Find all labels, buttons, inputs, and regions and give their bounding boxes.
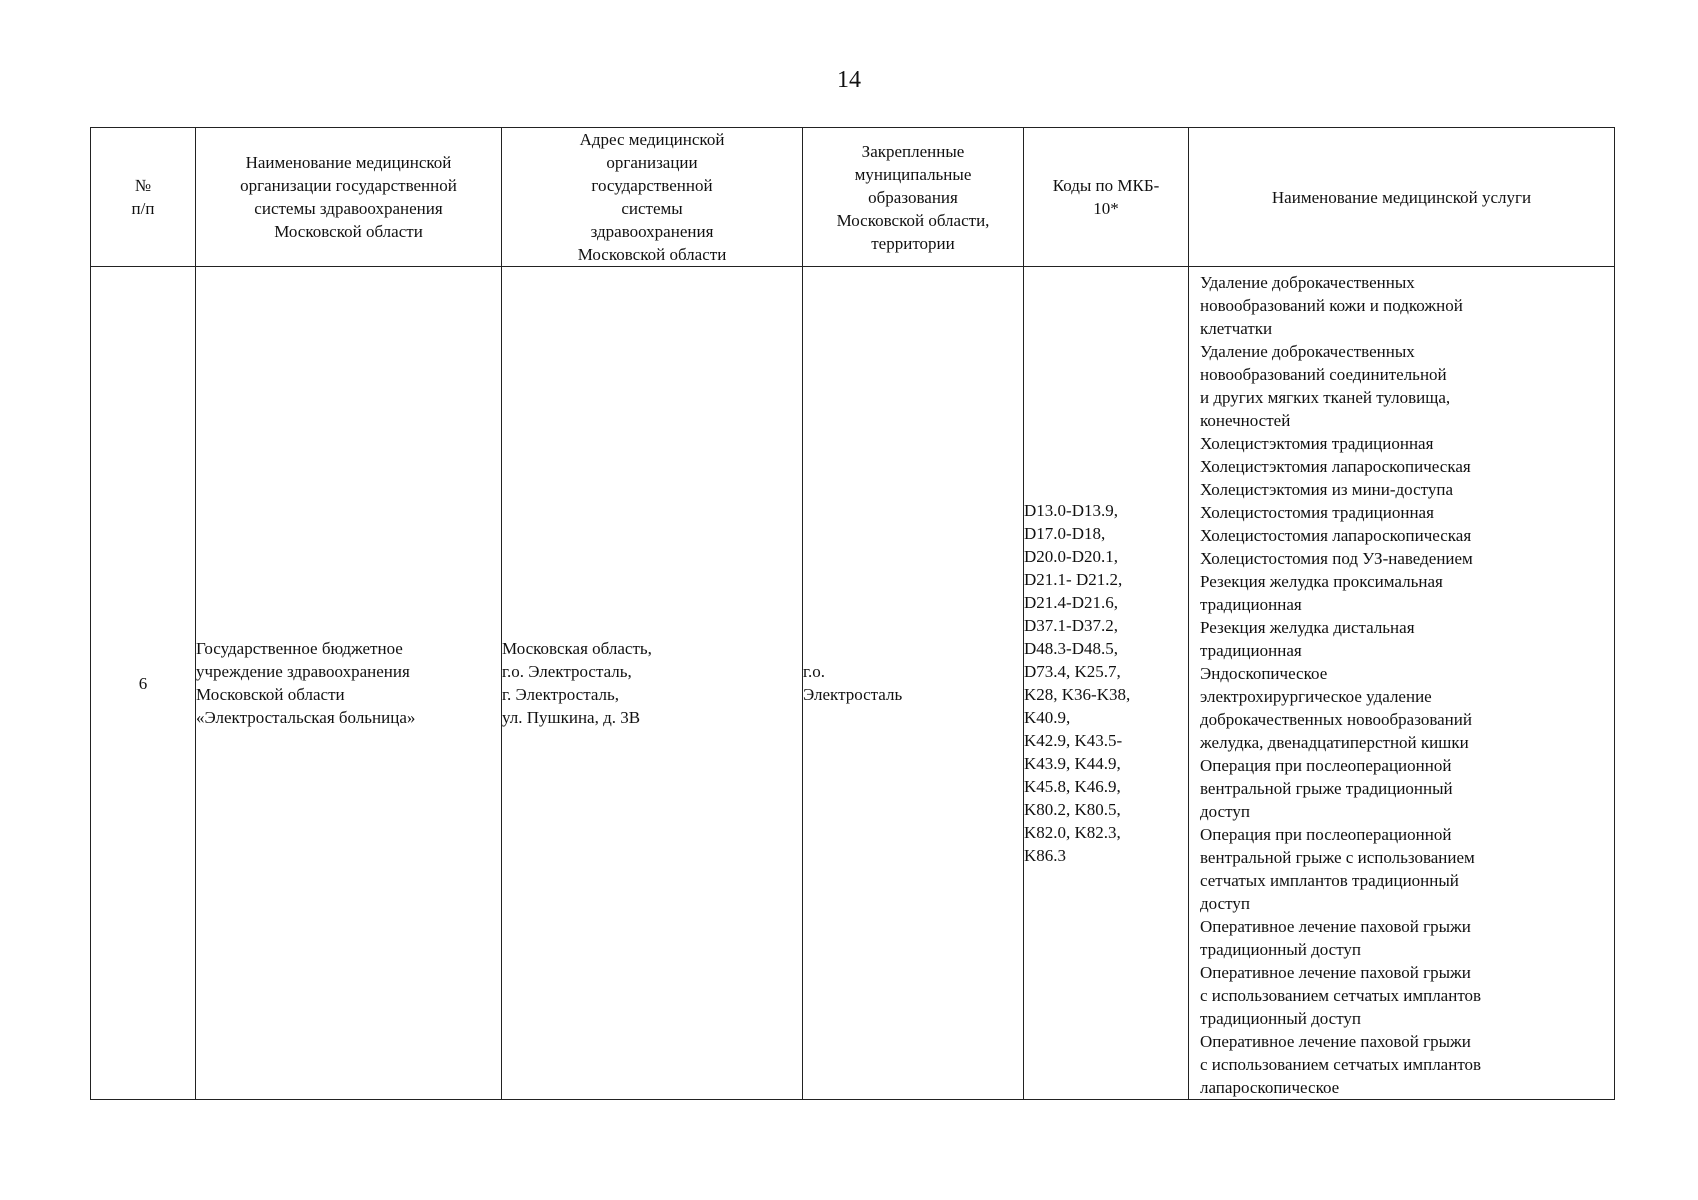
- text-line: традиционный доступ: [1200, 1009, 1362, 1028]
- text-line: ул. Пушкина, д. 3В: [502, 708, 641, 727]
- text-line: K28, K36-K38,: [1024, 685, 1131, 704]
- icd-codes-lines: [1024, 499, 1188, 867]
- text-line: Холецистостомия лапароскопическая: [1200, 526, 1472, 545]
- text-line: K43.9, K44.9,: [1024, 754, 1121, 773]
- row-number: 6: [91, 267, 196, 1100]
- text-line: №: [134, 176, 152, 195]
- icd-codes-cell: [1024, 267, 1189, 1100]
- text-line: Холецистэктомия традиционная: [1200, 434, 1434, 453]
- text-line: Московской области: [577, 245, 727, 264]
- text-line: D17.0-D18,: [1024, 524, 1106, 543]
- text-line: Холецистэктомия из мини-доступа: [1200, 480, 1453, 499]
- text-line: Операция при послеоперационной: [1200, 756, 1452, 775]
- text-line: системы здравоохранения: [254, 199, 443, 218]
- text-line: образования: [868, 187, 958, 207]
- text-line: Государственное бюджетное: [196, 639, 403, 658]
- text-line: конечностей: [1200, 411, 1291, 430]
- text-line: Резекция желудка проксимальная: [1200, 572, 1443, 591]
- text-line: новообразований кожи и подкожной: [1200, 296, 1463, 315]
- text-line: традиционная: [1200, 641, 1302, 660]
- text-line: D20.0-D20.1,: [1024, 547, 1118, 566]
- header-organization-name: [196, 128, 502, 267]
- text-line: K45.8, K46.9,: [1024, 777, 1121, 796]
- text-line: Московской области: [274, 222, 423, 241]
- text-line: г.о. Электросталь,: [502, 662, 632, 681]
- text-line: Электросталь: [803, 685, 903, 704]
- address-cell: [502, 267, 803, 1100]
- organization-name-lines: [196, 637, 501, 729]
- text-line: Оперативное лечение паховой грыжи: [1200, 1032, 1471, 1051]
- text-line: доступ: [1200, 894, 1250, 913]
- text-line: г.о.: [803, 662, 826, 681]
- medical-services-table: [90, 127, 1615, 1100]
- header-medical-service: [1189, 128, 1615, 267]
- header-number: [91, 128, 196, 267]
- header-municipal-lines: [811, 140, 1015, 255]
- header-address: [502, 128, 803, 267]
- text-line: доброкачественных новообразований: [1200, 710, 1472, 729]
- text-line: и других мягких тканей туловища,: [1200, 388, 1451, 407]
- text-line: Холецистостомия традиционная: [1200, 503, 1434, 522]
- text-line: Резекция желудка дистальная: [1200, 618, 1415, 637]
- text-line: K82.0, K82.3,: [1024, 823, 1121, 842]
- services-cell: [1189, 267, 1615, 1100]
- text-line: D48.3-D48.5,: [1024, 639, 1118, 658]
- text-line: D21.4-D21.6,: [1024, 593, 1118, 612]
- text-line: традиционный доступ: [1200, 940, 1362, 959]
- text-line: г. Электросталь,: [502, 685, 620, 704]
- text-line: муниципальные: [854, 164, 972, 184]
- address-lines: [502, 637, 802, 729]
- text-line: здравоохранения: [590, 222, 714, 241]
- text-line: D21.1- D21.2,: [1024, 570, 1123, 589]
- text-line: Оперативное лечение паховой грыжи: [1200, 963, 1471, 982]
- text-line: D13.0-D13.9,: [1024, 501, 1118, 520]
- text-line: Холецистостомия под УЗ-наведением: [1200, 549, 1473, 568]
- header-organization-name-lines: [204, 151, 493, 243]
- text-line: Наименование медицинской: [245, 153, 452, 172]
- text-line: Удаление доброкачественных: [1200, 342, 1415, 361]
- text-line: 10*: [1093, 199, 1119, 218]
- text-line: Московской области,: [836, 210, 990, 230]
- text-line: Холецистэктомия лапароскопическая: [1200, 457, 1471, 476]
- text-line: Коды по МКБ-: [1052, 176, 1160, 195]
- text-line: K80.2, K80.5,: [1024, 800, 1121, 819]
- text-line: «Электростальская больница»: [196, 708, 416, 727]
- text-line: вентральной грыже с использованием: [1200, 848, 1475, 867]
- text-line: государственной: [591, 176, 713, 195]
- table-header-row: [91, 128, 1615, 267]
- header-icd-codes-lines: [1032, 174, 1180, 220]
- header-address-lines: [510, 128, 794, 266]
- municipal-lines: [803, 660, 1023, 706]
- text-line: организации: [606, 153, 698, 172]
- text-line: Адрес медицинской: [579, 130, 725, 149]
- municipal-cell: [803, 267, 1024, 1100]
- header-medical-service-label: Наименование медицинской услуги: [1271, 187, 1532, 207]
- text-line: Эндоскопическое: [1200, 664, 1328, 683]
- text-line: Закрепленные: [861, 141, 965, 161]
- text-line: традиционная: [1200, 595, 1302, 614]
- text-line: Московской области: [196, 685, 345, 704]
- text-line: желудка, двенадцатиперстной кишки: [1200, 733, 1469, 752]
- text-line: Оперативное лечение паховой грыжи: [1200, 917, 1471, 936]
- text-line: K40.9,: [1024, 708, 1071, 727]
- page-number: 14: [837, 67, 861, 93]
- text-line: сетчатых имплантов традиционный: [1200, 871, 1459, 890]
- text-line: организации государственной: [240, 176, 457, 195]
- text-line: вентральной грыже традиционный: [1200, 779, 1453, 798]
- text-line: электрохирургическое удаление: [1200, 687, 1432, 706]
- text-line: клетчатки: [1200, 319, 1273, 338]
- text-line: территории: [871, 233, 955, 253]
- text-line: п/п: [131, 199, 155, 218]
- text-line: с использованием сетчатых имплантов: [1200, 986, 1482, 1005]
- header-icd-codes: [1024, 128, 1189, 267]
- text-line: K86.3: [1024, 846, 1067, 865]
- text-line: учреждение здравоохранения: [196, 662, 410, 681]
- header-number-lines: [99, 174, 187, 220]
- text-line: D37.1-D37.2,: [1024, 616, 1118, 635]
- text-line: D73.4, K25.7,: [1024, 662, 1121, 681]
- organization-name-cell: [196, 267, 502, 1100]
- text-line: K42.9, K43.5-: [1024, 731, 1123, 750]
- text-line: с использованием сетчатых имплантов: [1200, 1055, 1482, 1074]
- text-line: новообразований соединительной: [1200, 365, 1447, 384]
- text-line: системы: [621, 199, 683, 218]
- header-municipal-formations: [803, 128, 1024, 267]
- text-line: лапароскопическое: [1200, 1078, 1340, 1097]
- services-lines: [1189, 267, 1614, 1099]
- text-line: доступ: [1200, 802, 1250, 821]
- text-line: Операция при послеоперационной: [1200, 825, 1452, 844]
- text-line: Удаление доброкачественных: [1200, 273, 1415, 292]
- table-row: [91, 267, 1615, 1100]
- text-line: Московская область,: [502, 639, 652, 658]
